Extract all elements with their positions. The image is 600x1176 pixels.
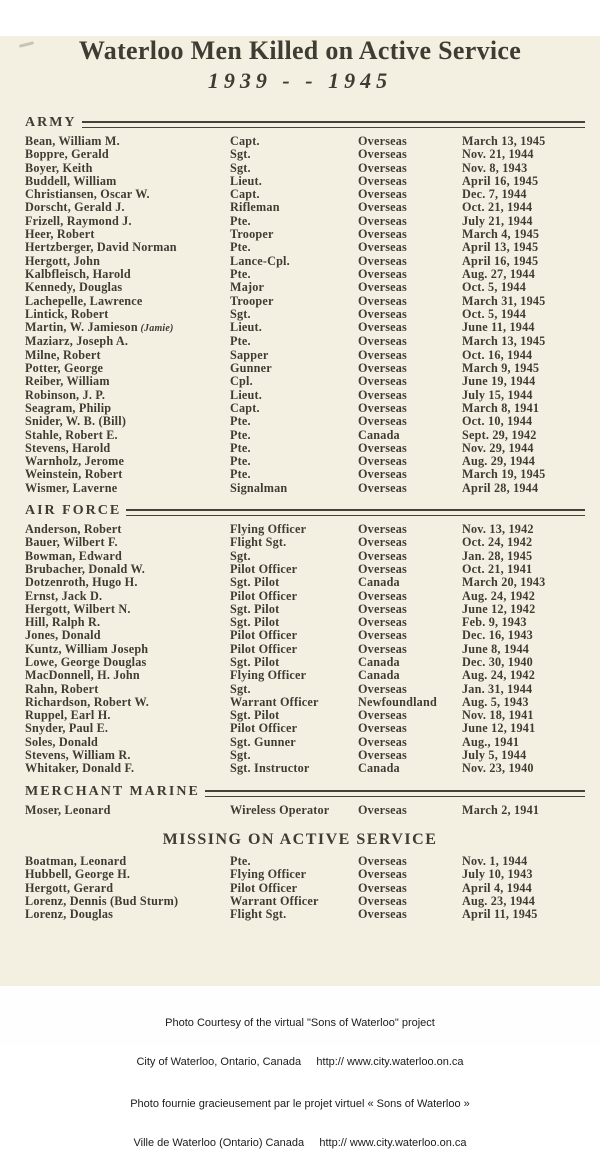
row-name: Lorenz, Dennis (Bud Sturm) <box>25 893 179 908</box>
table-row <box>25 616 600 629</box>
table-row <box>25 349 600 362</box>
table-row <box>25 389 600 402</box>
row-rank: Sgt. Pilot <box>230 601 280 616</box>
row-rank: Lance-Cpl. <box>230 253 290 268</box>
row-name: Ruppel, Earl H. <box>25 708 111 723</box>
row-location: Overseas <box>358 641 407 656</box>
table-row <box>25 362 600 375</box>
row-location: Overseas <box>358 802 407 817</box>
section-heading: AIR FORCE <box>25 503 122 519</box>
row-location: Overseas <box>358 227 407 242</box>
row-name: Hubbell, George H. <box>25 867 131 882</box>
table-row <box>25 762 600 775</box>
row-date: Nov. 21, 1944 <box>462 147 534 162</box>
table-row <box>25 188 600 201</box>
row-location: Overseas <box>358 240 407 255</box>
row-date: Dec. 7, 1944 <box>462 187 527 202</box>
section-header <box>25 114 585 132</box>
scanned-memorial-photo <box>0 36 600 986</box>
table-row <box>25 590 600 603</box>
row-rank: Pilot Officer <box>230 721 298 736</box>
row-rank: Capt. <box>230 134 260 148</box>
table-row <box>25 523 600 536</box>
row-location: Newfoundland <box>358 694 437 709</box>
row-date: Aug., 1941 <box>462 734 520 749</box>
row-date: Oct. 5, 1944 <box>462 280 527 295</box>
caption-line-english-1: Photo Courtesy of the virtual "Sons of Waterloo" project <box>165 1017 435 1029</box>
row-location: Overseas <box>358 293 407 308</box>
row-date: July 21, 1944 <box>462 213 533 228</box>
row-rank: Sgt. <box>230 681 251 696</box>
section-header <box>0 831 600 849</box>
row-rank: Sgt. <box>230 147 251 162</box>
row-name: Snider, W. B. (Bill) <box>25 414 127 429</box>
table-row <box>25 455 600 468</box>
row-location: Overseas <box>358 400 407 415</box>
section-heading: MERCHANT MARINE <box>25 783 200 799</box>
row-location: Overseas <box>358 561 407 576</box>
row-name: Hill, Ralph R. <box>25 615 101 630</box>
row-date: Oct. 21, 1944 <box>462 200 533 215</box>
row-location: Overseas <box>358 173 407 188</box>
table-row <box>25 576 600 589</box>
table-row <box>25 175 600 188</box>
row-name: Milne, Robert <box>25 347 101 362</box>
section-header <box>25 783 585 801</box>
row-location: Overseas <box>358 681 407 696</box>
row-name: Weinstein, Robert <box>25 467 123 482</box>
row-name: Wismer, Laverne <box>25 480 118 495</box>
row-date: Oct. 24, 1942 <box>462 535 533 550</box>
table-row <box>25 268 600 281</box>
section-rows <box>25 135 600 495</box>
row-rank: Lieut. <box>230 320 263 335</box>
row-rank: Flying Officer <box>230 867 307 882</box>
row-rank: Pte. <box>230 266 251 281</box>
row-location: Overseas <box>358 893 407 908</box>
row-name: Soles, Donald <box>25 734 99 749</box>
row-rank: Sgt. Instructor <box>230 761 310 776</box>
row-rank: Pte. <box>230 440 251 455</box>
row-name: Seagram, Philip <box>25 400 112 415</box>
row-rank: Wireless Operator <box>230 802 330 817</box>
table-row <box>25 656 600 669</box>
row-date: Nov. 29, 1944 <box>462 440 534 455</box>
row-name: Rahn, Robert <box>25 681 99 696</box>
row-rank: Rifleman <box>230 200 280 215</box>
row-name: Kennedy, Douglas <box>25 280 123 295</box>
table-row <box>25 228 600 241</box>
table-row <box>25 908 600 921</box>
row-name: Heer, Robert <box>25 227 95 242</box>
row-name: Ernst, Jack D. <box>25 588 103 603</box>
table-row <box>25 669 600 682</box>
row-location: Overseas <box>358 253 407 268</box>
table-row <box>25 429 600 442</box>
row-date: Nov. 1, 1944 <box>462 853 528 868</box>
row-name: Frizell, Raymond J. <box>25 213 132 228</box>
row-date: Jan. 28, 1945 <box>462 548 533 563</box>
row-location: Overseas <box>358 721 407 736</box>
row-rank: Warrant Officer <box>230 694 319 709</box>
row-date: March 13, 1945 <box>462 334 546 349</box>
row-rank: Cpl. <box>230 374 253 389</box>
row-name: Hergott, John <box>25 253 101 268</box>
row-date: April 16, 1945 <box>462 173 539 188</box>
row-name: Warnholz, Jerome <box>25 454 125 469</box>
row-name: Boyer, Keith <box>25 160 93 175</box>
row-location: Overseas <box>358 387 407 402</box>
row-rank: Flying Officer <box>230 522 307 537</box>
row-name: Maziarz, Joseph A. <box>25 334 129 349</box>
table-row <box>25 804 600 817</box>
section-double-rule <box>126 509 585 516</box>
row-name: Lachepelle, Lawrence <box>25 293 143 308</box>
row-rank: Pilot Officer <box>230 588 298 603</box>
row-location: Overseas <box>358 480 407 495</box>
row-rank: Sgt. <box>230 548 251 563</box>
row-name: Hergott, Wilbert N. <box>25 601 131 616</box>
roster-sections <box>0 114 600 921</box>
row-name: Snyder, Paul E. <box>25 721 109 736</box>
section-double-rule <box>205 790 585 797</box>
row-name: Stahle, Robert E. <box>25 427 118 442</box>
table-row <box>25 722 600 735</box>
row-location: Overseas <box>358 535 407 550</box>
row-name: Richardson, Robert W. <box>25 694 150 709</box>
row-date: March 2, 1941 <box>462 802 540 817</box>
row-rank: Sgt. <box>230 160 251 175</box>
row-date: April 4, 1944 <box>462 880 532 895</box>
section-rows <box>25 804 600 817</box>
row-rank: Capt. <box>230 187 260 202</box>
caption-line-english-2: City of Waterloo, Ontario, Canada http:// www.city.waterloo.on.ca <box>136 1056 464 1068</box>
row-date: April 11, 1945 <box>462 907 538 922</box>
table-row <box>25 215 600 228</box>
row-name: Reiber, William <box>25 374 110 389</box>
row-location: Overseas <box>358 628 407 643</box>
row-location: Canada <box>358 654 400 669</box>
row-name: Brubacher, Donald W. <box>25 561 146 576</box>
document-title: Waterloo Men Killed on Active Service <box>78 36 522 65</box>
section-double-rule <box>82 121 585 128</box>
row-name: Stevens, William R. <box>25 748 131 763</box>
row-name: Hergott, Gerard <box>25 880 114 895</box>
row-location: Overseas <box>358 187 407 202</box>
caption-strip <box>0 986 600 1149</box>
row-name: Bean, William M. <box>25 134 120 148</box>
row-name: Martin, W. Jamieson (Jamie) <box>25 320 174 335</box>
row-rank: Pilot Officer <box>230 561 298 576</box>
table-row <box>25 696 600 709</box>
row-name: Buddell, William <box>25 173 117 188</box>
row-date: March 19, 1945 <box>462 467 546 482</box>
row-date: Oct. 16, 1944 <box>462 347 533 362</box>
row-date: March 4, 1945 <box>462 227 540 242</box>
row-rank: Pte. <box>230 334 251 349</box>
row-name: Boatman, Leonard <box>25 853 127 868</box>
row-date: Aug. 23, 1944 <box>462 893 536 908</box>
table-row <box>25 321 600 335</box>
row-name: Moser, Leonard <box>25 802 111 817</box>
row-location: Overseas <box>358 334 407 349</box>
row-date: June 11, 1944 <box>462 320 535 335</box>
section-merchant-marine <box>0 783 600 817</box>
row-location: Overseas <box>358 160 407 175</box>
row-location: Overseas <box>358 266 407 281</box>
row-rank: Pte. <box>230 240 251 255</box>
row-rank: Gunner <box>230 361 272 376</box>
row-rank: Pte. <box>230 414 251 429</box>
table-row <box>25 683 600 696</box>
section-air-force <box>0 502 600 776</box>
row-location: Overseas <box>358 361 407 376</box>
row-location: Overseas <box>358 414 407 429</box>
row-rank: Sgt. Pilot <box>230 615 280 630</box>
row-location: Overseas <box>358 548 407 563</box>
row-rank: Sapper <box>230 347 269 362</box>
row-location: Overseas <box>358 748 407 763</box>
row-name-note: (Jamie) <box>137 323 174 335</box>
row-rank: Lieut. <box>230 387 263 402</box>
row-date: Aug. 27, 1944 <box>462 266 536 281</box>
table-row <box>25 855 600 868</box>
table-row <box>25 335 600 348</box>
row-date: June 8, 1944 <box>462 641 530 656</box>
row-name: Kalbfleisch, Harold <box>25 266 131 281</box>
row-date: March 20, 1943 <box>462 575 546 590</box>
row-rank: Flight Sgt. <box>230 535 287 550</box>
row-name: Hertzberger, David Norman <box>25 240 177 255</box>
table-row <box>25 563 600 576</box>
table-row <box>25 736 600 749</box>
row-date: Nov. 18, 1941 <box>462 708 534 723</box>
memorial-document-page <box>0 36 600 1149</box>
row-location: Overseas <box>358 147 407 162</box>
table-row <box>25 241 600 254</box>
row-date: March 13, 1945 <box>462 134 546 148</box>
row-date: July 5, 1944 <box>462 748 527 763</box>
row-date: Sept. 29, 1942 <box>462 427 537 442</box>
row-date: Aug. 29, 1944 <box>462 454 536 469</box>
row-date: Jan. 31, 1944 <box>462 681 533 696</box>
table-row <box>25 402 600 415</box>
row-name: Lowe, George Douglas <box>25 654 147 669</box>
table-row <box>25 375 600 388</box>
row-date: Aug. 24, 1942 <box>462 668 536 683</box>
row-rank: Pte. <box>230 213 251 228</box>
row-location: Overseas <box>358 280 407 295</box>
row-name: Anderson, Robert <box>25 522 122 537</box>
row-date: Oct. 5, 1944 <box>462 306 527 321</box>
row-name: MacDonnell, H. John <box>25 668 140 683</box>
row-rank: Lieut. <box>230 173 263 188</box>
row-location: Overseas <box>358 454 407 469</box>
row-date: Feb. 9, 1943 <box>462 615 527 630</box>
table-row <box>25 749 600 762</box>
row-rank: Trooper <box>230 227 274 242</box>
table-row <box>25 162 600 175</box>
table-row <box>25 281 600 294</box>
row-location: Overseas <box>358 601 407 616</box>
table-row <box>25 295 600 308</box>
row-location: Canada <box>358 575 400 590</box>
row-name: Potter, George <box>25 361 104 376</box>
row-date: June 19, 1944 <box>462 374 536 389</box>
row-location: Overseas <box>358 320 407 335</box>
row-location: Overseas <box>358 440 407 455</box>
row-date: Oct. 21, 1941 <box>462 561 533 576</box>
row-date: July 10, 1943 <box>462 867 533 882</box>
row-date: Aug. 24, 1942 <box>462 588 536 603</box>
row-location: Overseas <box>358 907 407 922</box>
row-location: Overseas <box>358 880 407 895</box>
row-rank: Capt. <box>230 400 260 415</box>
row-date: Dec. 30, 1940 <box>462 654 533 669</box>
row-name: Dotzenroth, Hugo H. <box>25 575 138 590</box>
row-name: Robinson, J. P. <box>25 387 106 402</box>
row-location: Overseas <box>358 853 407 868</box>
table-row <box>25 308 600 321</box>
row-name: Dorscht, Gerald J. <box>25 200 125 215</box>
row-location: Overseas <box>358 615 407 630</box>
row-date: April 16, 1945 <box>462 253 539 268</box>
row-rank: Pilot Officer <box>230 641 298 656</box>
document-years: 1939 - - 1945 <box>207 68 393 93</box>
row-location: Overseas <box>358 467 407 482</box>
row-name: Stevens, Harold <box>25 440 111 455</box>
row-location: Overseas <box>358 347 407 362</box>
row-location: Overseas <box>358 522 407 537</box>
table-row <box>25 201 600 214</box>
row-location: Canada <box>358 761 400 776</box>
row-name: Boppre, Gerald <box>25 147 109 162</box>
row-date: June 12, 1941 <box>462 721 536 736</box>
table-row <box>25 709 600 722</box>
row-date: July 15, 1944 <box>462 387 533 402</box>
row-rank: Warrant Officer <box>230 893 319 908</box>
row-rank: Pte. <box>230 853 251 868</box>
caption-line-french-2: Ville de Waterloo (Ontario) Canada http:// www.city.waterloo.on.ca <box>133 1137 467 1149</box>
row-rank: Sgt. Pilot <box>230 654 280 669</box>
row-rank: Sgt. Pilot <box>230 708 280 723</box>
row-date: March 8, 1941 <box>462 400 540 415</box>
row-rank: Pte. <box>230 427 251 442</box>
row-date: April 13, 1945 <box>462 240 539 255</box>
row-location: Canada <box>358 668 400 683</box>
row-rank: Signalman <box>230 480 288 495</box>
table-row <box>25 536 600 549</box>
section-heading: ARMY <box>25 115 77 130</box>
section-army <box>0 114 600 495</box>
table-row <box>25 895 600 908</box>
table-row <box>25 882 600 895</box>
row-rank: Pilot Officer <box>230 880 298 895</box>
row-date: Dec. 16, 1943 <box>462 628 533 643</box>
table-row <box>25 135 600 148</box>
table-row <box>25 482 600 495</box>
caption-line-french-1: Photo fournie gracieusement par le projet virtuel « Sons of Waterloo » <box>130 1098 470 1110</box>
row-location: Overseas <box>358 200 407 215</box>
row-name: Lorenz, Douglas <box>25 907 114 922</box>
table-row <box>25 603 600 616</box>
row-location: Canada <box>358 427 400 442</box>
row-date: Nov. 8, 1943 <box>462 160 528 175</box>
section-rows <box>25 855 600 921</box>
row-name: Christiansen, Oscar W. <box>25 187 150 202</box>
row-rank: Sgt. <box>230 306 251 321</box>
table-row <box>25 643 600 656</box>
row-location: Overseas <box>358 708 407 723</box>
table-row <box>25 868 600 881</box>
table-row <box>25 442 600 455</box>
row-name: Kuntz, William Joseph <box>25 641 149 656</box>
row-date: Aug. 5, 1943 <box>462 694 529 709</box>
row-rank: Major <box>230 280 265 295</box>
row-date: April 28, 1944 <box>462 480 539 495</box>
table-row <box>25 255 600 268</box>
row-name: Whitaker, Donald F. <box>25 761 135 776</box>
row-rank: Pte. <box>230 467 251 482</box>
row-rank: Pte. <box>230 454 251 469</box>
row-rank: Flight Sgt. <box>230 907 287 922</box>
section-rows <box>25 523 600 776</box>
row-location: Overseas <box>358 588 407 603</box>
row-date: June 12, 1942 <box>462 601 536 616</box>
table-row <box>25 148 600 161</box>
row-date: March 9, 1945 <box>462 361 540 376</box>
row-date: Nov. 13, 1942 <box>462 522 534 537</box>
table-row <box>25 550 600 563</box>
row-rank: Pilot Officer <box>230 628 298 643</box>
row-rank: Trooper <box>230 293 274 308</box>
section-missing <box>0 831 600 921</box>
row-name: Bowman, Edward <box>25 548 122 563</box>
row-location: Overseas <box>358 306 407 321</box>
row-location: Overseas <box>358 734 407 749</box>
row-name: Lintick, Robert <box>25 306 109 321</box>
section-heading: MISSING ON ACTIVE SERVICE <box>162 830 438 848</box>
row-date: Oct. 10, 1944 <box>462 414 533 429</box>
table-row <box>25 468 600 481</box>
row-rank: Sgt. <box>230 748 251 763</box>
row-location: Overseas <box>358 374 407 389</box>
row-rank: Sgt. Pilot <box>230 575 280 590</box>
row-location: Overseas <box>358 213 407 228</box>
row-name: Bauer, Wilbert F. <box>25 535 118 550</box>
row-name: Jones, Donald <box>25 628 101 643</box>
table-row <box>25 415 600 428</box>
row-rank: Flying Officer <box>230 668 307 683</box>
section-header <box>25 502 585 520</box>
row-location: Overseas <box>358 134 407 148</box>
row-rank: Sgt. Gunner <box>230 734 296 749</box>
row-date: Nov. 23, 1940 <box>462 761 534 776</box>
row-date: March 31, 1945 <box>462 293 546 308</box>
table-row <box>25 629 600 642</box>
row-location: Overseas <box>358 867 407 882</box>
